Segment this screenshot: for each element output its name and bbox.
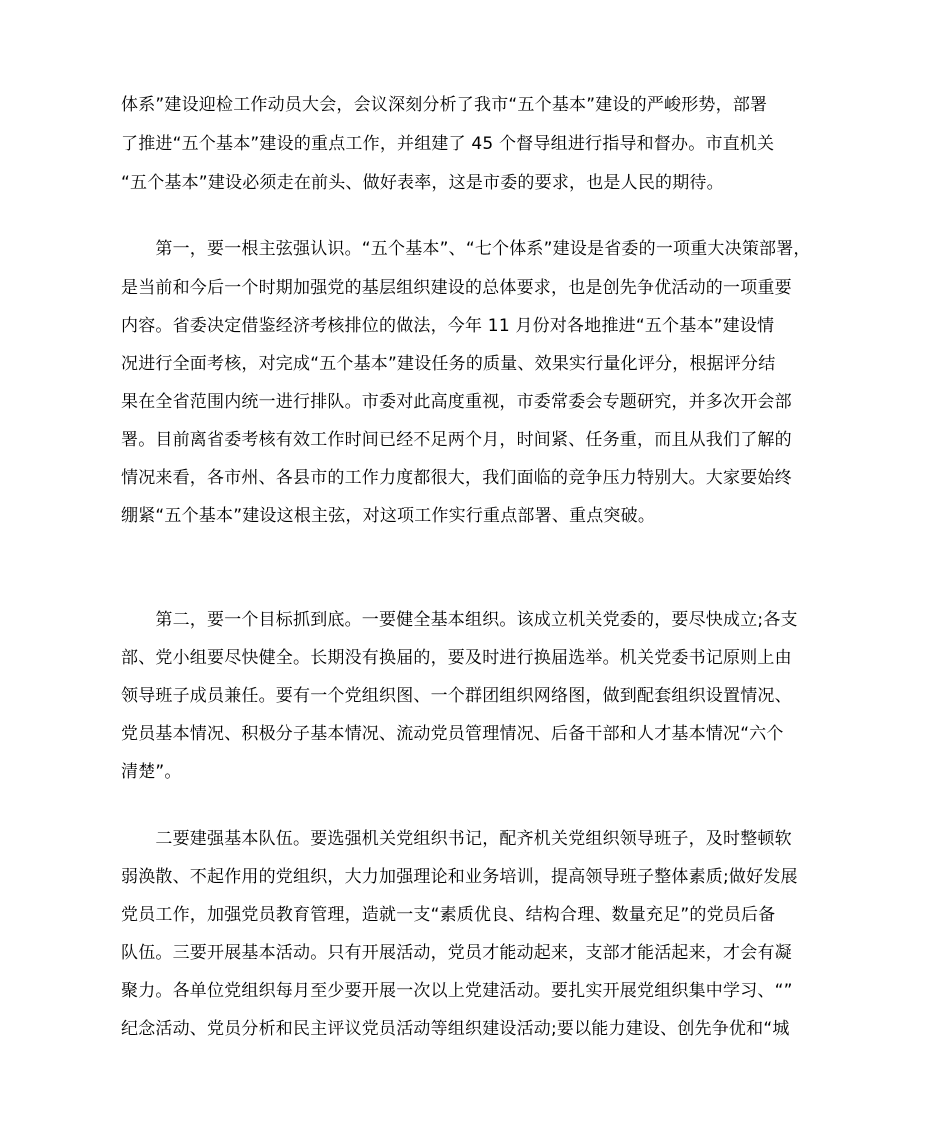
text-line: 况进行全面考核，对完成“五个基本”建设任务的质量、效果实行量化评分，根据评分结 xyxy=(121,354,776,374)
text-line: 了推进“五个基本”建设的重点工作，并组建了 45 个督导组进行指导和督办。市直机关 xyxy=(121,134,775,154)
text-line: 果在全省范围内统一进行排队。市委对此高度重视，市委常委会专题研究，并多次开会部 xyxy=(121,392,792,412)
text-line: 是当前和今后一个时期加强党的基层组织建设的总体要求，也是创先争优活动的一项重要 xyxy=(121,278,792,298)
text-line: 第二，要一个目标抓到底。一要健全基本组织。该成立机关党委的，要尽快成立;各支 xyxy=(121,610,798,630)
text-line: 清楚”。 xyxy=(121,762,182,782)
text-line: 队伍。三要开展基本活动。只有开展活动，党员才能动起来，支部才能活起来，才会有凝 xyxy=(121,943,792,963)
text-line: 情况来看，各市州、各县市的工作力度都很大，我们面临的竞争压力特别大。大家要始终 xyxy=(121,468,792,488)
text-line: 党员工作，加强党员教育管理，造就一支“素质优良、结构合理、数量充足”的党员后备 xyxy=(121,905,776,925)
text-line: 绷紧“五个基本”建设这根主弦，对这项工作实行重点部署、重点突破。 xyxy=(121,506,656,526)
text-line: 聚力。各单位党组织每月至少要开展一次以上党建活动。要扎实开展党组织集中学习、“” xyxy=(121,981,793,1001)
text-line: 部、党小组要尽快健全。长期没有换届的，要及时进行换届选举。机关党委书记原则上由 xyxy=(121,648,792,668)
text-line: 领导班子成员兼任。要有一个党组织图、一个群团组织网络图，做到配套组织设置情况、 xyxy=(121,686,792,706)
text-line: 内容。省委决定借鉴经济考核排位的做法，今年 11 月份对各地推进“五个基本”建设情 xyxy=(121,316,775,336)
text-line: 二要建强基本队伍。要选强机关党组织书记，配齐机关党组织领导班子，及时整顿软 xyxy=(121,829,792,849)
text-line: 体系”建设迎检工作动员大会，会议深刻分析了我市“五个基本”建设的严峻形势，部署 xyxy=(121,95,768,115)
text-line: 弱涣散、不起作用的党组织，大力加强理论和业务培训，提高领导班子整体素质;做好发展 xyxy=(121,867,798,887)
text-line: 署。目前离省委考核有效工作时间已经不足两个月，时间紧、任务重，而且从我们了解的 xyxy=(121,430,792,450)
text-line: 党员基本情况、积极分子基本情况、流动党员管理情况、后备干部和人才基本情况“六个 xyxy=(121,724,784,744)
text-line: 纪念活动、党员分析和民主评议党员活动等组织建设活动;要以能力建设、创先争优和“城 xyxy=(121,1019,790,1039)
text-line: “五个基本”建设必须走在前头、做好表率，这是市委的要求，也是人民的期待。 xyxy=(121,173,724,193)
text-line: 第一，要一根主弦强认识。“五个基本”、“七个体系”建设是省委的一项重大决策部署， xyxy=(121,239,811,259)
